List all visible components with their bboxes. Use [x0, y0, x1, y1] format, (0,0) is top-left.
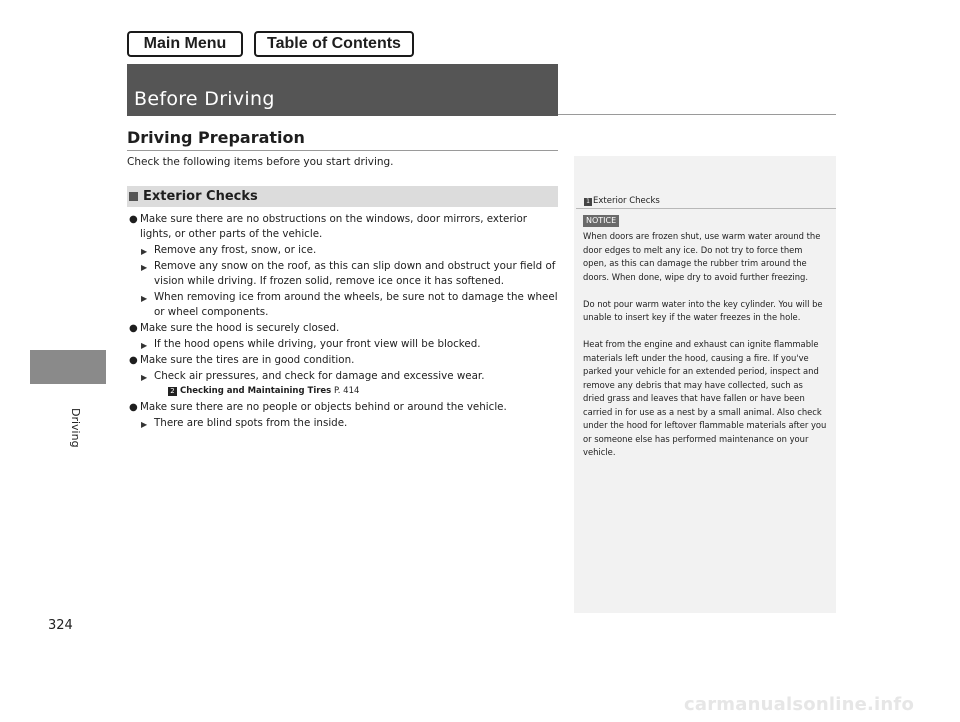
chapter-tab-label: Driving [69, 408, 82, 448]
sub-item: ▶ Remove any frost, snow, or ice. [127, 243, 559, 258]
title-divider [558, 114, 836, 115]
arrow-right-icon: ▶ [141, 263, 148, 272]
section-heading: Driving Preparation [127, 128, 305, 147]
list-item: ● Make sure the tires are in good condition. [129, 354, 355, 366]
section-divider [127, 150, 558, 151]
arrow-right-icon: ▶ [141, 294, 148, 303]
note-number-icon: 1 [584, 198, 592, 206]
bullet-icon: ● [129, 355, 138, 366]
sidebar-divider [576, 208, 836, 209]
bullet-icon: ● [129, 402, 138, 413]
subsection-title: Exterior Checks [143, 189, 258, 204]
sidebar-paragraph: Heat from the engine and exhaust can ignite flammable materials left under the hood, causing a fire. If you've parked your vehicle for an extended period, inspect and remove any debris that may have collected, such as dried grass and leaves that have fallen or have been carried in for use as a nest by a small animal. Also check under the hood for leftover flammable materials after you or someone else has performed maintenance on your vehicle. [583, 339, 827, 457]
square-icon [129, 192, 138, 201]
watermark: carmanualsonline.info [684, 694, 915, 715]
page-reference-icon: 2 [168, 387, 177, 396]
section-intro: Check the following items before you start driving. [127, 156, 394, 168]
arrow-right-icon: ▶ [141, 373, 148, 382]
table-of-contents-button[interactable]: Table of Contents [254, 31, 414, 57]
sub-item: ▶ Check air pressures, and check for damage and excessive wear. [127, 369, 559, 384]
arrow-right-icon: ▶ [141, 341, 148, 350]
sub-item: ▶ When removing ice from around the wheels, be sure not to damage the wheel or wheel components. [141, 291, 558, 318]
sub-item: ▶ If the hood opens while driving, your front view will be blocked. [127, 337, 559, 352]
bullet-icon: ● [129, 323, 138, 334]
page-number: 324 [48, 618, 73, 633]
sidebar-paragraph: Do not pour warm water into the key cylinder. You will be unable to insert key if the water freezes in the hole. [583, 298, 823, 322]
list-item: ● Make sure there are no obstructions on the windows, door mirrors, exterior lights, or other parts of the vehicle. [129, 213, 527, 240]
sidebar-text [583, 230, 827, 473]
chapter-tab[interactable] [30, 350, 106, 384]
cross-reference-link[interactable]: 2 Checking and Maintaining Tires P. 414 [127, 385, 559, 398]
sidebar-paragraph: When doors are frozen shut, use warm water around the door edges to melt any ice. Do not try to force them open, as this can damage the rubber trim around the doors. When done, wipe dry to avoid further freezing. [583, 231, 821, 282]
list-item: ● Make sure the hood is securely closed. [129, 322, 340, 334]
bullet-icon: ● [129, 214, 138, 225]
notice-badge: NOTICE [583, 215, 619, 227]
list-item: ● Make sure there are no people or objects behind or around the vehicle. [129, 401, 507, 413]
subsection-header [127, 186, 558, 207]
arrow-right-icon: ▶ [141, 247, 148, 256]
sub-item: ▶ There are blind spots from the inside. [127, 416, 559, 431]
check-list [127, 212, 559, 432]
sidebar-heading: 1 Exterior Checks [584, 196, 660, 206]
page-title: Before Driving [127, 64, 558, 116]
arrow-right-icon: ▶ [141, 420, 148, 429]
sub-item: ▶ Remove any snow on the roof, as this can slip down and obstruct your field of vision while driving. If frozen solid, remove ice once it has softened. [141, 260, 556, 287]
main-menu-button[interactable]: Main Menu [127, 31, 243, 57]
